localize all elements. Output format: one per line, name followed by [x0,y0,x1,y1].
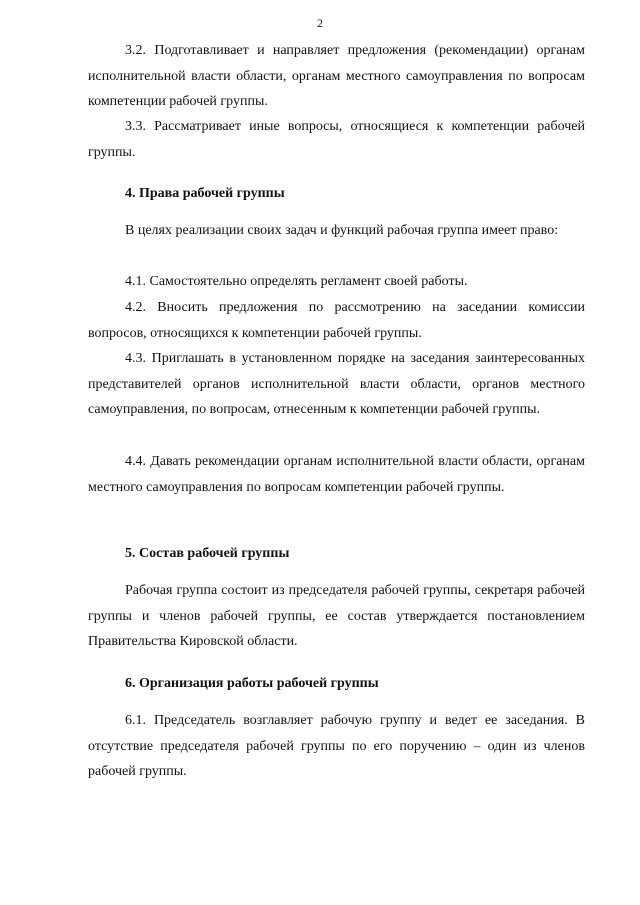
paragraph-4-4: 4.4. Давать рекомендации органам исполнительной власти области, органам местного самоуправления по вопросам компетенции рабочей группы. [88,454,585,495]
paragraph-3-2: 3.2. Подготавливает и направляет предложения (рекомендации) органам исполнительной власти области, органам местного самоуправления по вопросам компетенции рабочей группы. [88,43,585,109]
paragraph-4-intro: В целях реализации своих задач и функций рабочая группа имеет право: [125,223,559,238]
section-heading-5: 5. Состав рабочей группы [125,546,290,561]
page-number: 2 [317,16,323,30]
paragraph-4-1: 4.1. Самостоятельно определять регламент своей работы. [125,274,468,289]
paragraph-4-3: 4.3. Приглашать в установленном порядке на заседания заинтересованных представителей органов исполнительной власти области, органов местного самоуправления, по вопросам, отнесенным к компетенции рабочей группы. [88,351,585,417]
paragraph-6-1: 6.1. Председатель возглавляет рабочую группу и ведет ее заседания. В отсутствие председателя рабочей группы по его поручению – один из членов рабочей группы. [88,713,585,779]
section-heading-6: 6. Организация работы рабочей группы [125,676,379,691]
paragraph-4-2: 4.2. Вносить предложения по рассмотрению на заседании комиссии вопросов, относящихся к компетенции рабочей группы. [88,300,585,341]
paragraph-5: Рабочая группа состоит из председателя рабочей группы, секретаря рабочей группы и членов рабочей группы, ее состав утверждается постановлением Правительства Кировской области. [88,583,585,649]
paragraph-3-3: 3.3. Рассматривает иные вопросы, относящиеся к компетенции рабочей группы. [88,119,585,160]
section-heading-4: 4. Права рабочей группы [125,186,285,201]
